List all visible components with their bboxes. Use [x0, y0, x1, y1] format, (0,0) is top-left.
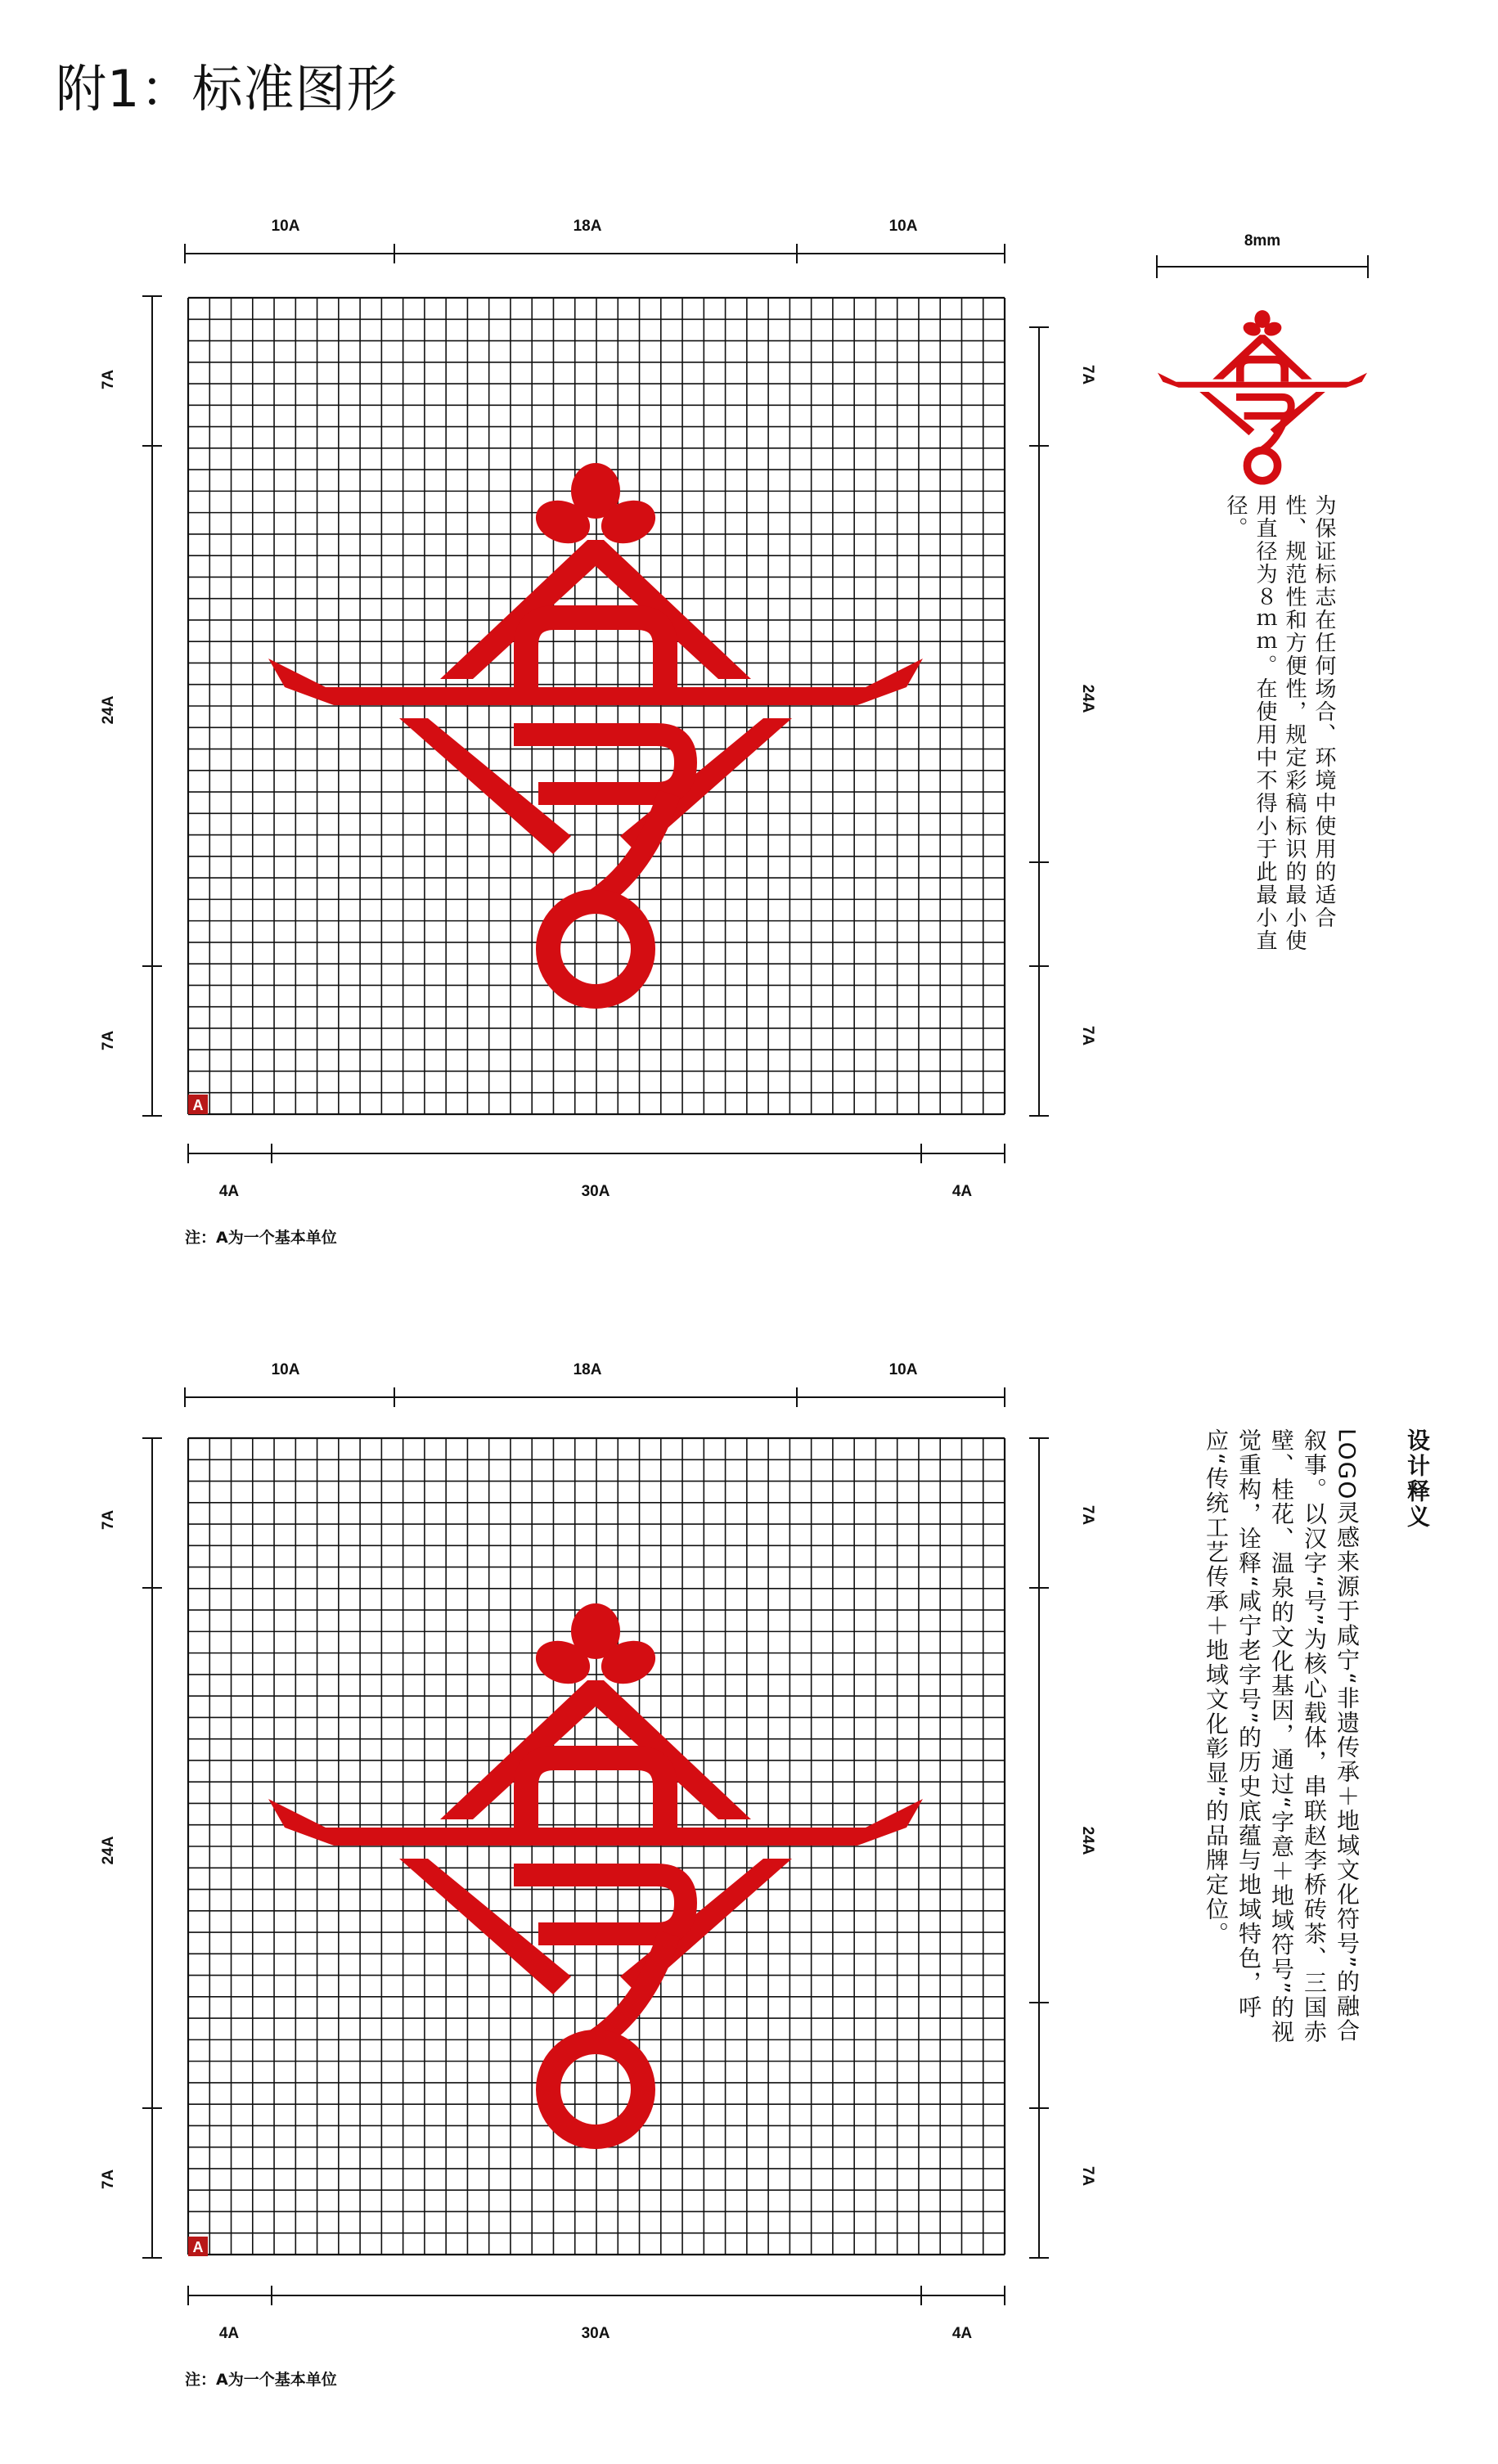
right-dim-bottom: 7A: [1079, 1025, 1096, 1046]
top-dimension-line: [185, 1387, 1005, 1407]
logo-loop: [548, 902, 643, 996]
bottom-dim-right: 4A: [951, 1183, 973, 1200]
design-heading: 设计释义: [1404, 1428, 1431, 1530]
left-dim-top: 7A: [100, 369, 117, 390]
hao-character-logo-small-icon: [1158, 310, 1367, 481]
grid-block-bottom: [100, 1361, 1096, 2342]
bottom-dimension-line: [188, 1144, 1005, 1163]
right-dim-mid: 24A: [1079, 684, 1096, 713]
right-dim-top: 7A: [1079, 1504, 1096, 1526]
left-dimension-line: [142, 1438, 162, 2258]
logo-eaves: [268, 1799, 923, 1846]
top-dim-right: 10A: [888, 218, 918, 235]
logo-mouth: [526, 1758, 665, 1828]
logo-hook-tail: [596, 794, 669, 900]
right-dim-top: 7A: [1079, 364, 1096, 385]
bottom-dim-right: 4A: [951, 2325, 973, 2342]
logo-loop: [1247, 451, 1277, 481]
logo-hook-tail: [596, 1934, 669, 2040]
bottom-dim-left: 4A: [218, 1183, 240, 1200]
design-description: LOGO灵感来源于咸宁“非遗传承＋地域文化符号”的融合叙事。以汉字“号”为核心载体，串联赵李桥砖茶、三国赤壁、桂花、温泉的文化基因，通过“字意＋地域符号”的视觉重构，诠释“咸宁老字号”的历史底蕴与地域特色，呼应“传统工艺传承＋地域文化彰显”的品牌定位。: [1203, 1428, 1361, 2045]
top-dim-left: 10A: [271, 1361, 300, 1378]
hao-character-logo-icon: [268, 463, 923, 996]
left-dim-bottom: 7A: [100, 2169, 117, 2190]
left-dimension-line: [142, 296, 162, 1116]
top-dim-left: 10A: [271, 218, 300, 235]
logo-eaves: [268, 659, 923, 705]
bottom-dim-mid: 30A: [581, 2325, 610, 2342]
top-dim-right: 10A: [888, 1361, 918, 1378]
logo-hook-tail: [1262, 416, 1286, 450]
right-dimension-line: [1029, 327, 1049, 1116]
grid-block-top: [100, 218, 1096, 1200]
unit-note: 注：A为一个基本单位: [185, 2371, 337, 2389]
unit-note: 注：A为一个基本单位: [185, 1229, 337, 1247]
top-dimension-line: [185, 244, 1005, 263]
logo-mouth: [526, 618, 665, 687]
bottom-dim-mid: 30A: [581, 1183, 610, 1200]
logo-hook-upper: [514, 1875, 686, 1934]
min-size-block: [1157, 232, 1368, 481]
left-dim-mid: 24A: [100, 695, 117, 725]
bottom-dimension-line: [188, 2286, 1005, 2305]
hao-character-logo-icon: [268, 1603, 923, 2137]
unit-badge-label: A: [192, 2239, 204, 2255]
left-dim-bottom: 7A: [100, 1030, 117, 1051]
left-dim-top: 7A: [100, 1509, 117, 1531]
min-size-label: 8mm: [1244, 232, 1281, 250]
logo-hook-upper: [1236, 397, 1291, 416]
bottom-dim-left: 4A: [218, 2325, 240, 2342]
min-size-description: 为保证标志在任何场合、环境中使用的适合性、规范性和方便性，规定彩稿标识的最小使用直径为８ｍｍ。在使用中不得小于此最小直径。: [1223, 494, 1336, 952]
logo-loop: [548, 2042, 643, 2137]
logo-mouth: [1240, 360, 1284, 382]
right-dimension-line: [1029, 1438, 1049, 2258]
page-title: 附1：标准图形: [56, 59, 398, 119]
right-dim-bottom: 7A: [1079, 2165, 1096, 2187]
right-dim-mid: 24A: [1079, 1826, 1096, 1855]
unit-badge-label: A: [192, 1097, 204, 1113]
logo-eaves: [1158, 373, 1367, 388]
top-dim-mid: 18A: [573, 1361, 602, 1378]
logo-hook-upper: [514, 735, 686, 794]
left-dim-mid: 24A: [100, 1836, 117, 1865]
top-dim-mid: 18A: [573, 218, 602, 235]
min-size-dimension-line: [1157, 255, 1368, 278]
